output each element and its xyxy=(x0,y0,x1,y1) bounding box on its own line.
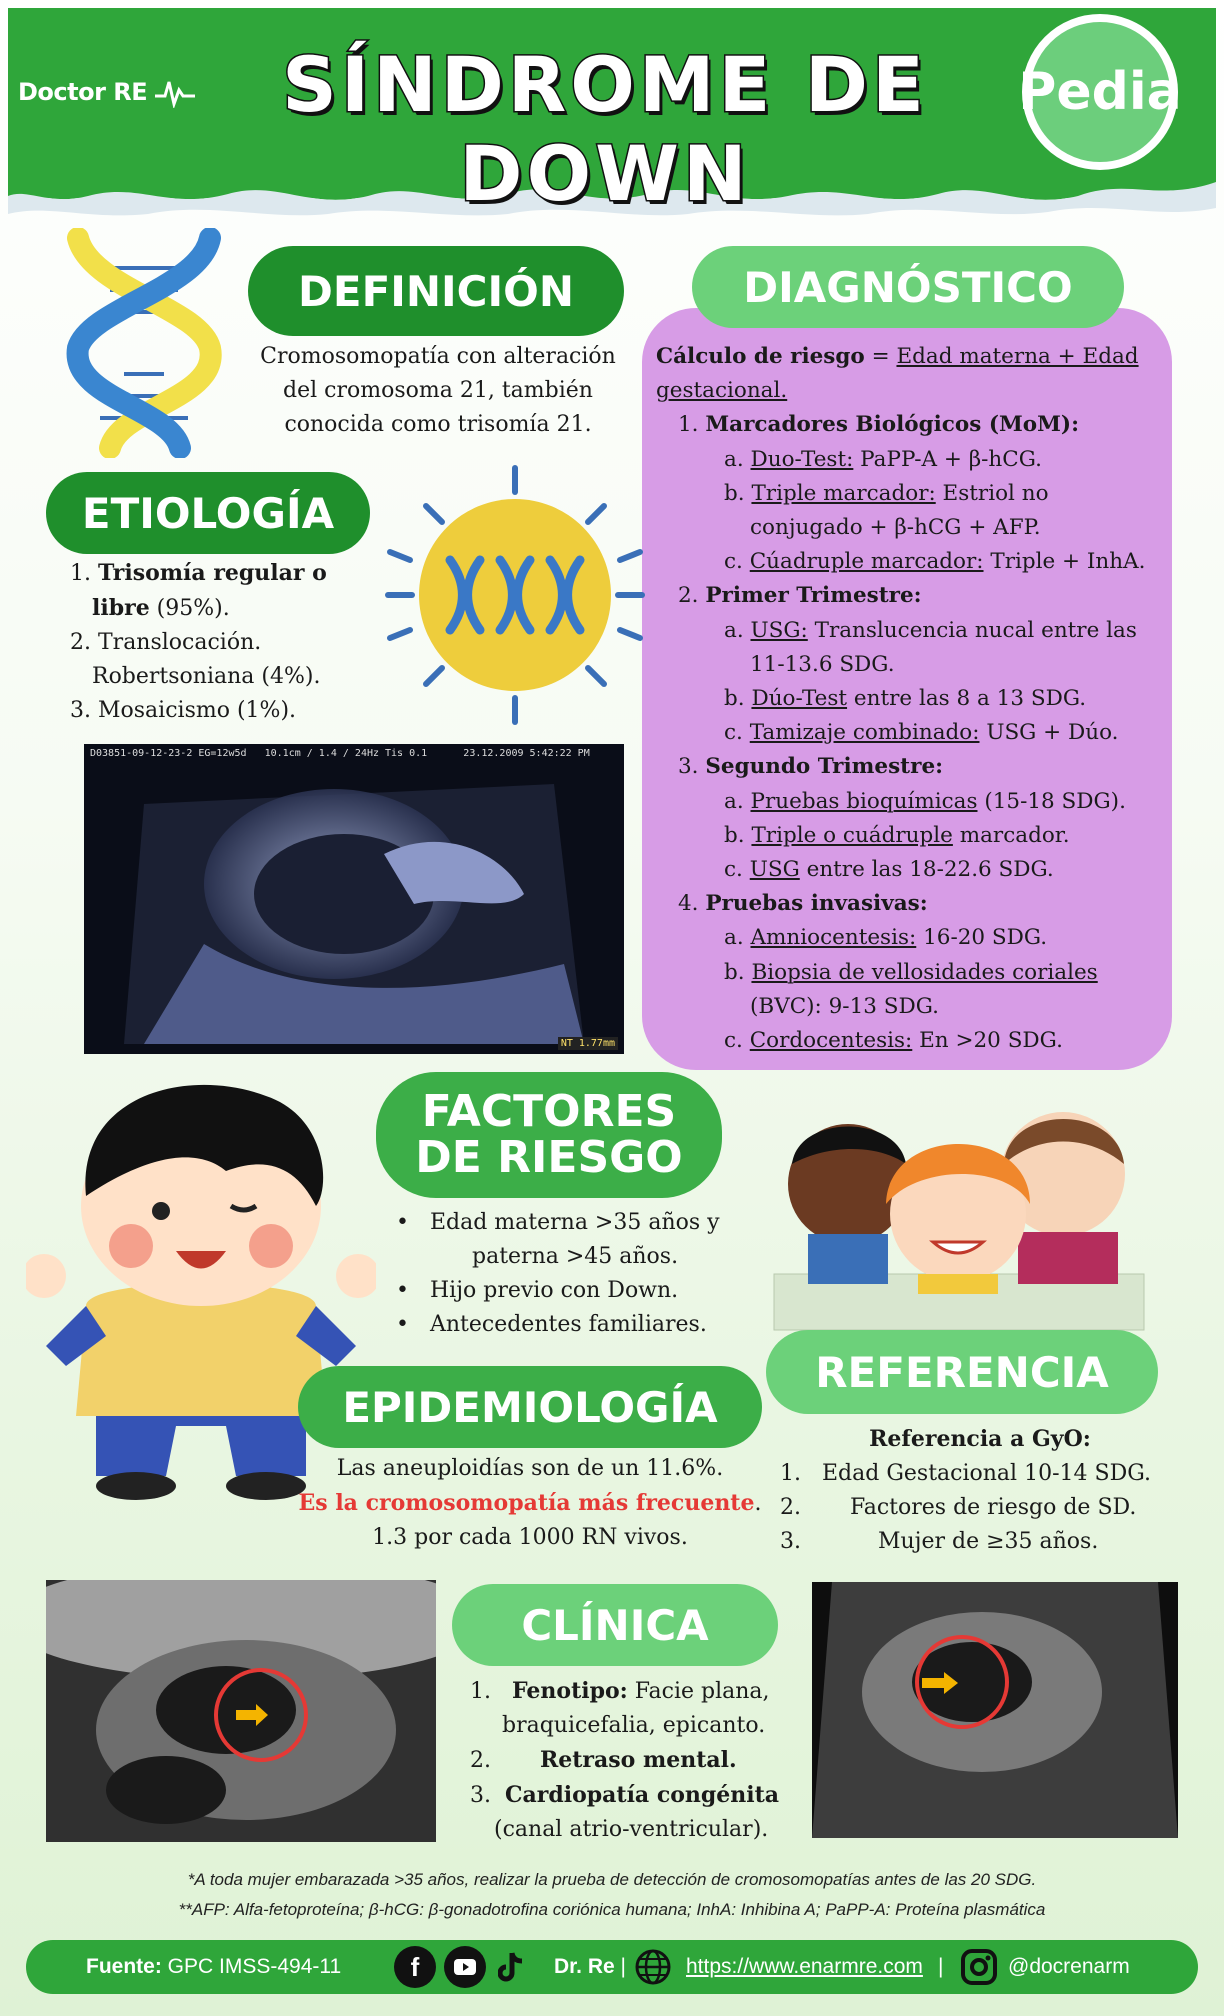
tiktok-icon[interactable] xyxy=(494,1946,528,1988)
clinica-heading: CLÍNICA xyxy=(452,1584,778,1666)
diagnostico-heading: DIAGNÓSTICO xyxy=(692,246,1124,328)
section-invasivas: 4. Pruebas invasivas: xyxy=(678,891,928,917)
website-link[interactable]: https://www.enarmre.com xyxy=(686,1955,923,1978)
section-segundo-trimestre: 3. Segundo Trimestre: xyxy=(678,754,944,780)
calc-riesgo: Cálculo de riesgo = Edad materna + Edad xyxy=(656,344,1139,369)
instagram-handle[interactable]: @docrenarm xyxy=(1008,1955,1130,1978)
clinica-list: 1. Fenotipo: Facie plana, braquicefalia, epicanto. 2. Retraso mental. 3. Cardiopatía congénita (canal atrio-ventricular). xyxy=(470,1678,780,1842)
diagnostico-content: Cálculo de riesgo = Edad materna + Edad gestacional. 1. Marcadores Biológicos (MoM): a. Duo-Test: PaPP-A + β-hCG. b. Triple marcador: Estriol no conjugado + β-hCG + AFP. c. Cúadruple marcador: Triple + InhA. 2. Primer Trimestre: a. USG: Translucencia nucal entre las 11-13.6 SDG. b. Dúo-Test entre las 8 a 13 SDG. c. Tamizaje combinado: USG + Dúo. 3. Segundo Trimestre: a. Pruebas bioquímicas (15-18 SDG). b. Triple o cuádruple marcador. c. USG entre las 18-22.6 SDG. 4. Pruebas invasivas: a. Amniocentesis: 16-20 SDG. b. Biopsia de vellosidades coriales (BVC): 9-13 SDG. c. Cordocentesis: En >20 SDG. xyxy=(656,340,1166,1058)
factores-heading: FACTORES DE RIESGO xyxy=(376,1072,722,1198)
footer-separator: | xyxy=(938,1955,944,1978)
section-primer-trimestre: 2. Primer Trimestre: xyxy=(678,583,922,609)
ultrasound-heart-left xyxy=(46,1580,436,1842)
note-2: **AFP: Alfa-fetoproteína; β-hCG: β-gonadotrofina coriónica humana; InhA: Inhibina A; PaPP-A: Proteína plasmática xyxy=(178,1900,1046,1919)
footer-bar xyxy=(26,1940,1198,1994)
footer-author: Dr. Re | xyxy=(554,1955,627,1978)
note-1: *A toda mujer embarazada >35 años, realizar la prueba de detección de cromosomopatías antes de las 20 SDG. xyxy=(187,1870,1037,1889)
heartbeat-icon xyxy=(155,78,195,108)
etiologia-heading: ETIOLOGÍA xyxy=(46,472,370,554)
definicion-text: Cromosomopatía con alteración del cromosoma 21, también conocida como trisomía 21. xyxy=(260,344,616,437)
facebook-icon[interactable]: f xyxy=(394,1946,436,1988)
factores-list: • Edad materna >35 años y paterna >45 años. • Hijo previo con Down. • Antecedentes familiares. xyxy=(396,1210,720,1337)
ultrasound-nt-image: D03851-09-12-23-2 EG=12w5d 10.1cm / 1.4 / 24Hz Tis 0.1 23.12.2009 5:42:22 PM NT 1.77mm xyxy=(84,744,624,1054)
dna-icon xyxy=(60,228,230,458)
boy-illustration xyxy=(26,1076,376,1516)
etiologia-list: 1. Trisomía regular o libre (95%). 2. Translocación. Robertsoniana (4%). 3. Mosaicismo (1%). xyxy=(70,560,327,723)
epidemiologia-text: Las aneuploidías son de un 11.6%. Es la cromosomopatía más frecuente. 1.3 por cada 1000 RN vivos. xyxy=(298,1456,762,1550)
fuente: Fuente: GPC IMSS-494-11 xyxy=(86,1955,342,1978)
epidemiologia-heading: EPIDEMIOLOGÍA xyxy=(298,1366,762,1448)
chromosome-sun-icon xyxy=(380,460,650,730)
referencia-list: Referencia a GyO: 1. Edad Gestacional 10-14 SDG. 2. Factores de riesgo de SD. 3. Mujer de ≥35 años. xyxy=(780,1426,1151,1554)
referencia-heading: REFERENCIA xyxy=(766,1330,1158,1414)
kids-illustration xyxy=(768,1074,1148,1334)
pedia-badge: Pedia xyxy=(1022,14,1178,170)
page-title: SÍNDROME DE DOWN xyxy=(282,40,928,218)
globe-icon xyxy=(634,1948,672,1992)
youtube-icon[interactable] xyxy=(444,1946,486,1988)
definicion-heading: DEFINICIÓN xyxy=(248,246,624,336)
instagram-icon[interactable] xyxy=(960,1948,998,1992)
ultrasound-heart-right xyxy=(812,1582,1178,1838)
section-marcadores: 1. Marcadores Biológicos (MoM): xyxy=(678,412,1080,438)
brand-logo: Doctor RE xyxy=(18,78,195,108)
